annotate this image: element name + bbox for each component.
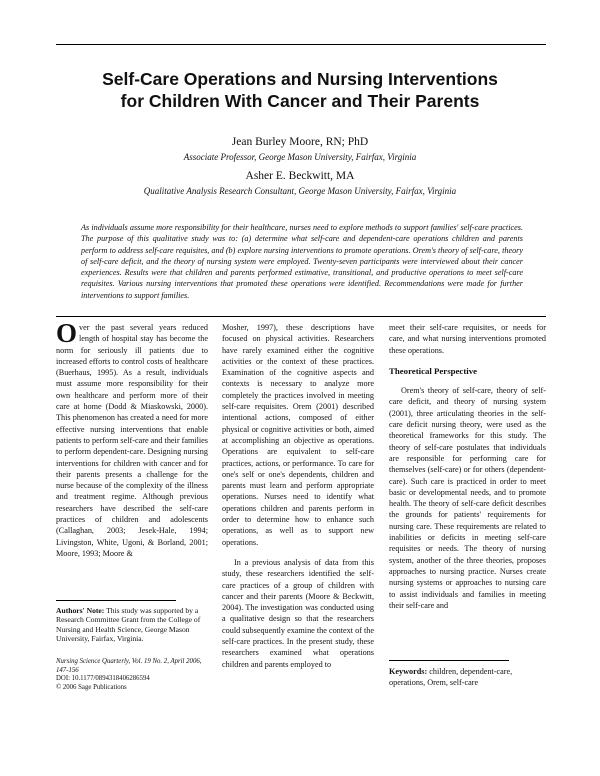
author-affiliation-1: Associate Professor, George Mason University, Fairfax, Virginia <box>183 152 417 162</box>
title-line-1: Self-Care Operations and Nursing Interventions <box>102 69 498 89</box>
title-line-2: for Children With Cancer and Their Parents <box>120 91 480 111</box>
keywords <box>389 666 546 688</box>
authors-note-text: This study was supported by a Research Committee Grant from the College of Nursing and Health Science, George Mason University, Fairfax, Virginia. <box>56 606 201 643</box>
keywords-text: children, dependent-care, operations, Orem, self-care <box>389 667 513 687</box>
keywords-rule <box>389 660 509 661</box>
paragraph: meet their self-care requisites, or needs for care, and what nursing interventions promoted these operations. <box>389 323 546 355</box>
top-rule <box>56 44 546 45</box>
journal-doi: DOI: 10.1177/0894318406286594 <box>56 675 150 682</box>
paragraph: In a previous analysis of data from this study, these researchers identified the self-care practices of a group of children with cancer and their parents (Moore & Beckwitt, 2004). The investigation was conducted using a qualitative design so that the researchers could subsequently examine the context of the self-care practices. In the present study, these researchers examined what operations children and parents employed to <box>222 557 374 669</box>
note-rule <box>56 600 176 601</box>
authors-note <box>56 606 208 643</box>
abstract-rule <box>56 316 546 317</box>
authors-note-label: Authors' Note: <box>56 606 105 615</box>
body-column-1 <box>56 318 208 559</box>
author-name-2: Asher E. Beckwitt, MA <box>245 170 355 182</box>
journal-citation: Nursing Science Quarterly, Vol. 19 No. 2, April 2006, 147-156 <box>56 658 202 674</box>
abstract: As individuals assume more responsibility for their healthcare, nurses need to explore methods to support families' self-care practices. The purpose of this qualitative study was to: (a) determine what self-care and dependent-care operations children and parents perform to address self-care requisites, and (b) explore nursing interventions to promote operations. Orem's theory of self-care, theory of self-care deficit, and the theory of nursing system were employed. Twenty-seven participants were interviewed about their cancer experiences. Results were that children and parents performed estimative, transitional, and productive operations to meet self-care requisites. Various nursing interventions that promoted these operations were identified. Recommendations were made for further interventions to support families. <box>81 223 523 300</box>
section-heading: Theoretical Perspective <box>389 365 478 376</box>
paragraph: Mosher, 1997), these descriptions have focused on physical activities. Researchers have rarely examined either the cognitive activities or the context of these practices. Examination of the cognitive aspects and contexts is necessary to analyze more completely the practices involved in meeting self-care requisites. Orem (2001) described intentional actions, composed of either physical or cognitive activities or both, aimed at accomplishing an objective as operations. Operations are equivalent to self-care practices, actions, or performance. To care for one's self or one's dependents, children and parents must learn and perform appropriate operations. Nurses need to identify what operations children and parents perform in order to determine how to enhance such operations, as well as to support new operations. <box>222 323 374 547</box>
body-column-2 <box>222 322 374 670</box>
journal-copyright: © 2006 Sage Publications <box>56 683 127 691</box>
paragraph: Orem's theory of self-care, theory of self-care deficit, and theory of nursing system (2001), three articulating theories in the self-care deficit nursing theory, were used as the theoretical frameworks for this study. The theory of self-care postulates that individuals are responsible for performing care for themselves (self-care) or for others (dependent-care). Such care is practiced in order to meet basic or developmental needs, and to promote health. The theory of self-care deficit describes the grounds for patients' requirements for nursing care. These requirements are related to inabilities or deficits in meeting self-care requisites or needs. The theory of nursing system, another of the three theories, proposes approaches to nursing practice. Nurses create nursing systems or approaches to nursing care to assist individuals and families in meeting their self-care and <box>389 386 546 610</box>
drop-cap: O <box>56 318 78 348</box>
author-affiliation-2: Qualitative Analysis Research Consultant, George Mason University, Fairfax, Virginia <box>143 186 457 196</box>
journal-info <box>56 658 208 692</box>
paragraph: ver the past several years reduced length of hospital stay has become the norm for seriously ill patients due to increased efforts to control costs of healthcare (Buerhaus, 1995). As a result, individuals must assume more responsibility for their own healthcare and perform more of their care at home (Dodd & Miaskowski, 2000). This phenomenon has created a need for more effective nursing interventions that enable patients to perform self-care and their families to perform dependent-care. Designing nursing interventions for children with cancer and for their parents presents a challenge for the nurse because of the complexity of the illness and treatment regime. Although previous researchers have described the self-care practices of children and adolescents (Callaghan, 2003; Jesek-Hale, 1994; Livingston, White, Ugoni, & Borland, 2001; Moore, 1993; Moore & <box>56 323 208 558</box>
keywords-label: Keywords: <box>389 667 428 676</box>
author-name-1: Jean Burley Moore, RN; PhD <box>231 136 369 148</box>
body-column-3 <box>389 322 546 611</box>
article-title <box>40 68 560 112</box>
